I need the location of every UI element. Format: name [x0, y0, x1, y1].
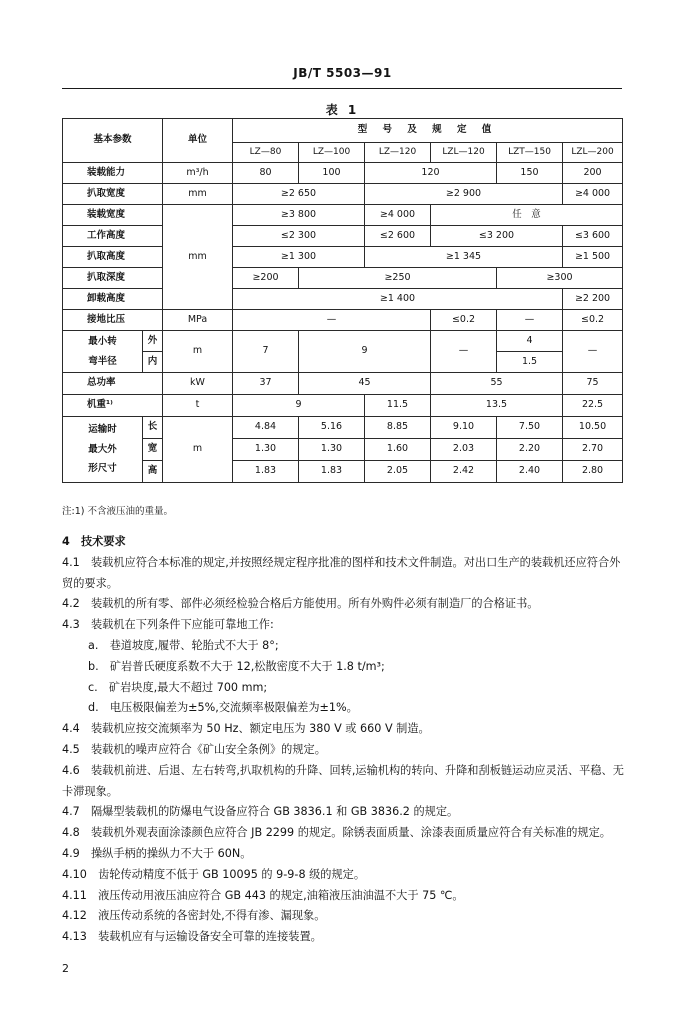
clause: 4.1 装载机应符合本标准的规定,并按照经规定程序批准的图样和技术文件制造。对出口生产的装载机还应符合外贸的要求。	[62, 555, 621, 590]
value-cell: ≥2 650	[233, 184, 365, 205]
section-title: 4 技术要求	[62, 535, 126, 548]
clause: 4.3 装载机在下列条件下应能可靠地工作:	[62, 618, 274, 632]
value-cell: ≤3 200	[431, 226, 563, 247]
model-header: 型 号 及 规 定 值	[233, 119, 623, 143]
clause: 4.10 齿轮传动精度不低于 GB 10095 的 9-9-8 级的规定。	[62, 867, 366, 881]
value-cell: 2.03	[431, 439, 497, 461]
sub-clause: c. 矿岩块度,最大不超过 700 mm;	[88, 680, 268, 694]
value-cell: 9	[299, 331, 431, 373]
value-cell: ≥1 300	[233, 247, 365, 268]
value-cell: 1.83	[233, 461, 299, 483]
value-cell: —	[497, 310, 563, 331]
table-row	[63, 439, 623, 461]
value-cell: —	[563, 331, 623, 373]
value-cell: ≤0.2	[563, 310, 623, 331]
page-number: 2	[62, 962, 69, 975]
row-label: 扒取高度	[63, 247, 163, 268]
model-lzl200: LZL—200	[563, 143, 623, 163]
clause: 4.4 装载机应按交流频率为 50 Hz、额定电压为 380 V 或 660 V 制造。	[62, 722, 430, 736]
sub-clause: b. 矿岩普氏硬度系数不大于 12,松散密度不大于 1.8 t/m³;	[88, 659, 385, 673]
row-label-line: 弯半径	[88, 355, 117, 367]
row-label: 扒取深度	[63, 268, 163, 289]
value-cell: 2.05	[365, 461, 431, 483]
unit-header: 单位	[163, 119, 233, 163]
sub-label: 宽	[143, 439, 163, 461]
row-label: 总功率	[63, 373, 163, 395]
value-cell: 1.30	[299, 439, 365, 461]
table-row	[63, 184, 623, 205]
clause: 4.13 装载机应有与运输设备安全可靠的连接装置。	[62, 930, 322, 944]
clause: 4.9 操纵手柄的操纵力不大于 60N。	[62, 846, 252, 860]
requirements-section	[62, 532, 624, 948]
unit-cell: t	[163, 395, 233, 417]
row-label-line: 运输时	[88, 423, 117, 435]
table-title: 表 1	[325, 103, 360, 117]
standard-code: JB/T 5503—91	[293, 66, 392, 80]
row-label-line: 最大外	[88, 443, 117, 455]
value-cell: 1.30	[233, 439, 299, 461]
table-corner: 基本参数	[63, 119, 163, 163]
clause: 4.5 装载机的噪声应符合《矿山安全条例》的规定。	[62, 742, 326, 756]
value-cell: —	[233, 310, 431, 331]
value-cell: 11.5	[365, 395, 431, 417]
value-cell: ≤2 300	[233, 226, 365, 247]
value-cell: 2.70	[563, 439, 623, 461]
value-cell: ≤3 600	[563, 226, 623, 247]
value-cell: 10.50	[563, 417, 623, 439]
value-cell: 1.83	[299, 461, 365, 483]
table-row	[63, 373, 623, 395]
model-lzl120: LZL—120	[431, 143, 497, 163]
value-cell: 任 意	[431, 205, 623, 226]
value-cell: ≥2 200	[563, 289, 623, 310]
model-lz100: LZ—100	[299, 143, 365, 163]
clause: 4.6 装载机前进、后退、左右转弯,扒取机构的升降、回转,运输机构的转向、升降和刮板链运动应灵活、平稳、无卡滞现象。	[62, 763, 624, 798]
unit-cell: m	[163, 417, 233, 483]
unit-cell: mm	[163, 184, 233, 205]
table-row	[63, 247, 623, 268]
sub-clause: a. 巷道坡度,履带、轮胎式不大于 8°;	[88, 638, 279, 652]
spec-table	[62, 118, 623, 483]
row-label: 接地比压	[63, 310, 163, 331]
value-cell: 1.60	[365, 439, 431, 461]
model-lzt150: LZT—150	[497, 143, 563, 163]
clause: 4.2 装载机的所有零、部件必须经检验合格后方能使用。所有外购件必须有制造厂的合格证书。	[62, 597, 539, 611]
table-row	[63, 395, 623, 417]
row-label-line: 最小转	[88, 335, 117, 347]
value-cell: 13.5	[431, 395, 563, 417]
value-cell: 80	[233, 163, 299, 184]
value-cell: 75	[563, 373, 623, 395]
row-label	[63, 331, 143, 373]
unit-cell: m³/h	[163, 163, 233, 184]
model-lz120: LZ—120	[365, 143, 431, 163]
unit-cell: mm	[163, 205, 233, 310]
value-cell: 7.50	[497, 417, 563, 439]
value-cell: 150	[497, 163, 563, 184]
row-label: 装载能力	[63, 163, 163, 184]
value-cell: ≥1 345	[365, 247, 563, 268]
value-cell: ≥1 500	[563, 247, 623, 268]
value-cell: ≥250	[299, 268, 497, 289]
row-label: 机重¹⁾	[63, 395, 163, 417]
value-cell: 9.10	[431, 417, 497, 439]
value-cell: 5.16	[299, 417, 365, 439]
clause: 4.7 隔爆型装载机的防爆电气设备应符合 GB 3836.1 和 GB 3836.2 的规定。	[62, 805, 459, 819]
value-cell: ≥300	[497, 268, 623, 289]
table-row	[63, 226, 623, 247]
model-lz80: LZ—80	[233, 143, 299, 163]
value-cell: 37	[233, 373, 299, 395]
value-cell: 22.5	[563, 395, 623, 417]
value-cell: ≤2 600	[365, 226, 431, 247]
value-cell: 2.80	[563, 461, 623, 483]
value-cell: ≥4 000	[563, 184, 623, 205]
value-cell: 4	[497, 331, 563, 352]
value-cell: 2.40	[497, 461, 563, 483]
table-row	[63, 163, 623, 184]
value-cell: 2.42	[431, 461, 497, 483]
table-row	[63, 331, 623, 352]
value-cell: ≥2 900	[365, 184, 563, 205]
table-row	[63, 461, 623, 483]
sub-label: 长	[143, 417, 163, 439]
clause: 4.12 液压传动系统的各密封处,不得有渗、漏现象。	[62, 909, 326, 923]
value-cell: ≥200	[233, 268, 299, 289]
sub-clause: d. 电压极限偏差为±5%,交流频率极限偏差为±1%。	[88, 701, 358, 715]
table-row	[63, 205, 623, 226]
row-label: 工作高度	[63, 226, 163, 247]
row-label: 卸载高度	[63, 289, 163, 310]
clause: 4.8 装载机外观表面涂漆颜色应符合 JB 2299 的规定。除锈表面质量、涂漆表面质量应符合有关标准的规定。	[62, 826, 611, 840]
value-cell: 9	[233, 395, 365, 417]
value-cell: 100	[299, 163, 365, 184]
sub-label: 高	[143, 461, 163, 483]
value-cell: ≤0.2	[431, 310, 497, 331]
row-label: 装载宽度	[63, 205, 163, 226]
value-cell: 4.84	[233, 417, 299, 439]
table-row	[63, 289, 623, 310]
sub-label: 内	[143, 352, 163, 373]
unit-cell: MPa	[163, 310, 233, 331]
value-cell: 7	[233, 331, 299, 373]
value-cell: 8.85	[365, 417, 431, 439]
value-cell: ≥1 400	[233, 289, 563, 310]
value-cell: 1.5	[497, 352, 563, 373]
value-cell: 2.20	[497, 439, 563, 461]
row-label-line: 形尺寸	[88, 463, 117, 475]
value-cell: 45	[299, 373, 431, 395]
value-cell: 120	[365, 163, 497, 184]
sub-label: 外	[143, 331, 163, 352]
table-row	[63, 310, 623, 331]
header-rule	[62, 88, 622, 89]
table-row	[63, 417, 623, 439]
row-label: 扒取宽度	[63, 184, 163, 205]
unit-cell: kW	[163, 373, 233, 395]
clause: 4.11 液压传动用液压油应符合 GB 443 的规定,油箱液压油油温不大于 75 ℃。	[62, 888, 464, 902]
value-cell: 200	[563, 163, 623, 184]
value-cell: ≥3 800	[233, 205, 365, 226]
table-row	[63, 268, 623, 289]
row-label	[63, 417, 143, 483]
value-cell: —	[431, 331, 497, 373]
unit-cell: m	[163, 331, 233, 373]
table-footnote: 注:1) 不含液压油的重量。	[62, 506, 173, 517]
value-cell: 55	[431, 373, 563, 395]
value-cell: ≥4 000	[365, 205, 431, 226]
